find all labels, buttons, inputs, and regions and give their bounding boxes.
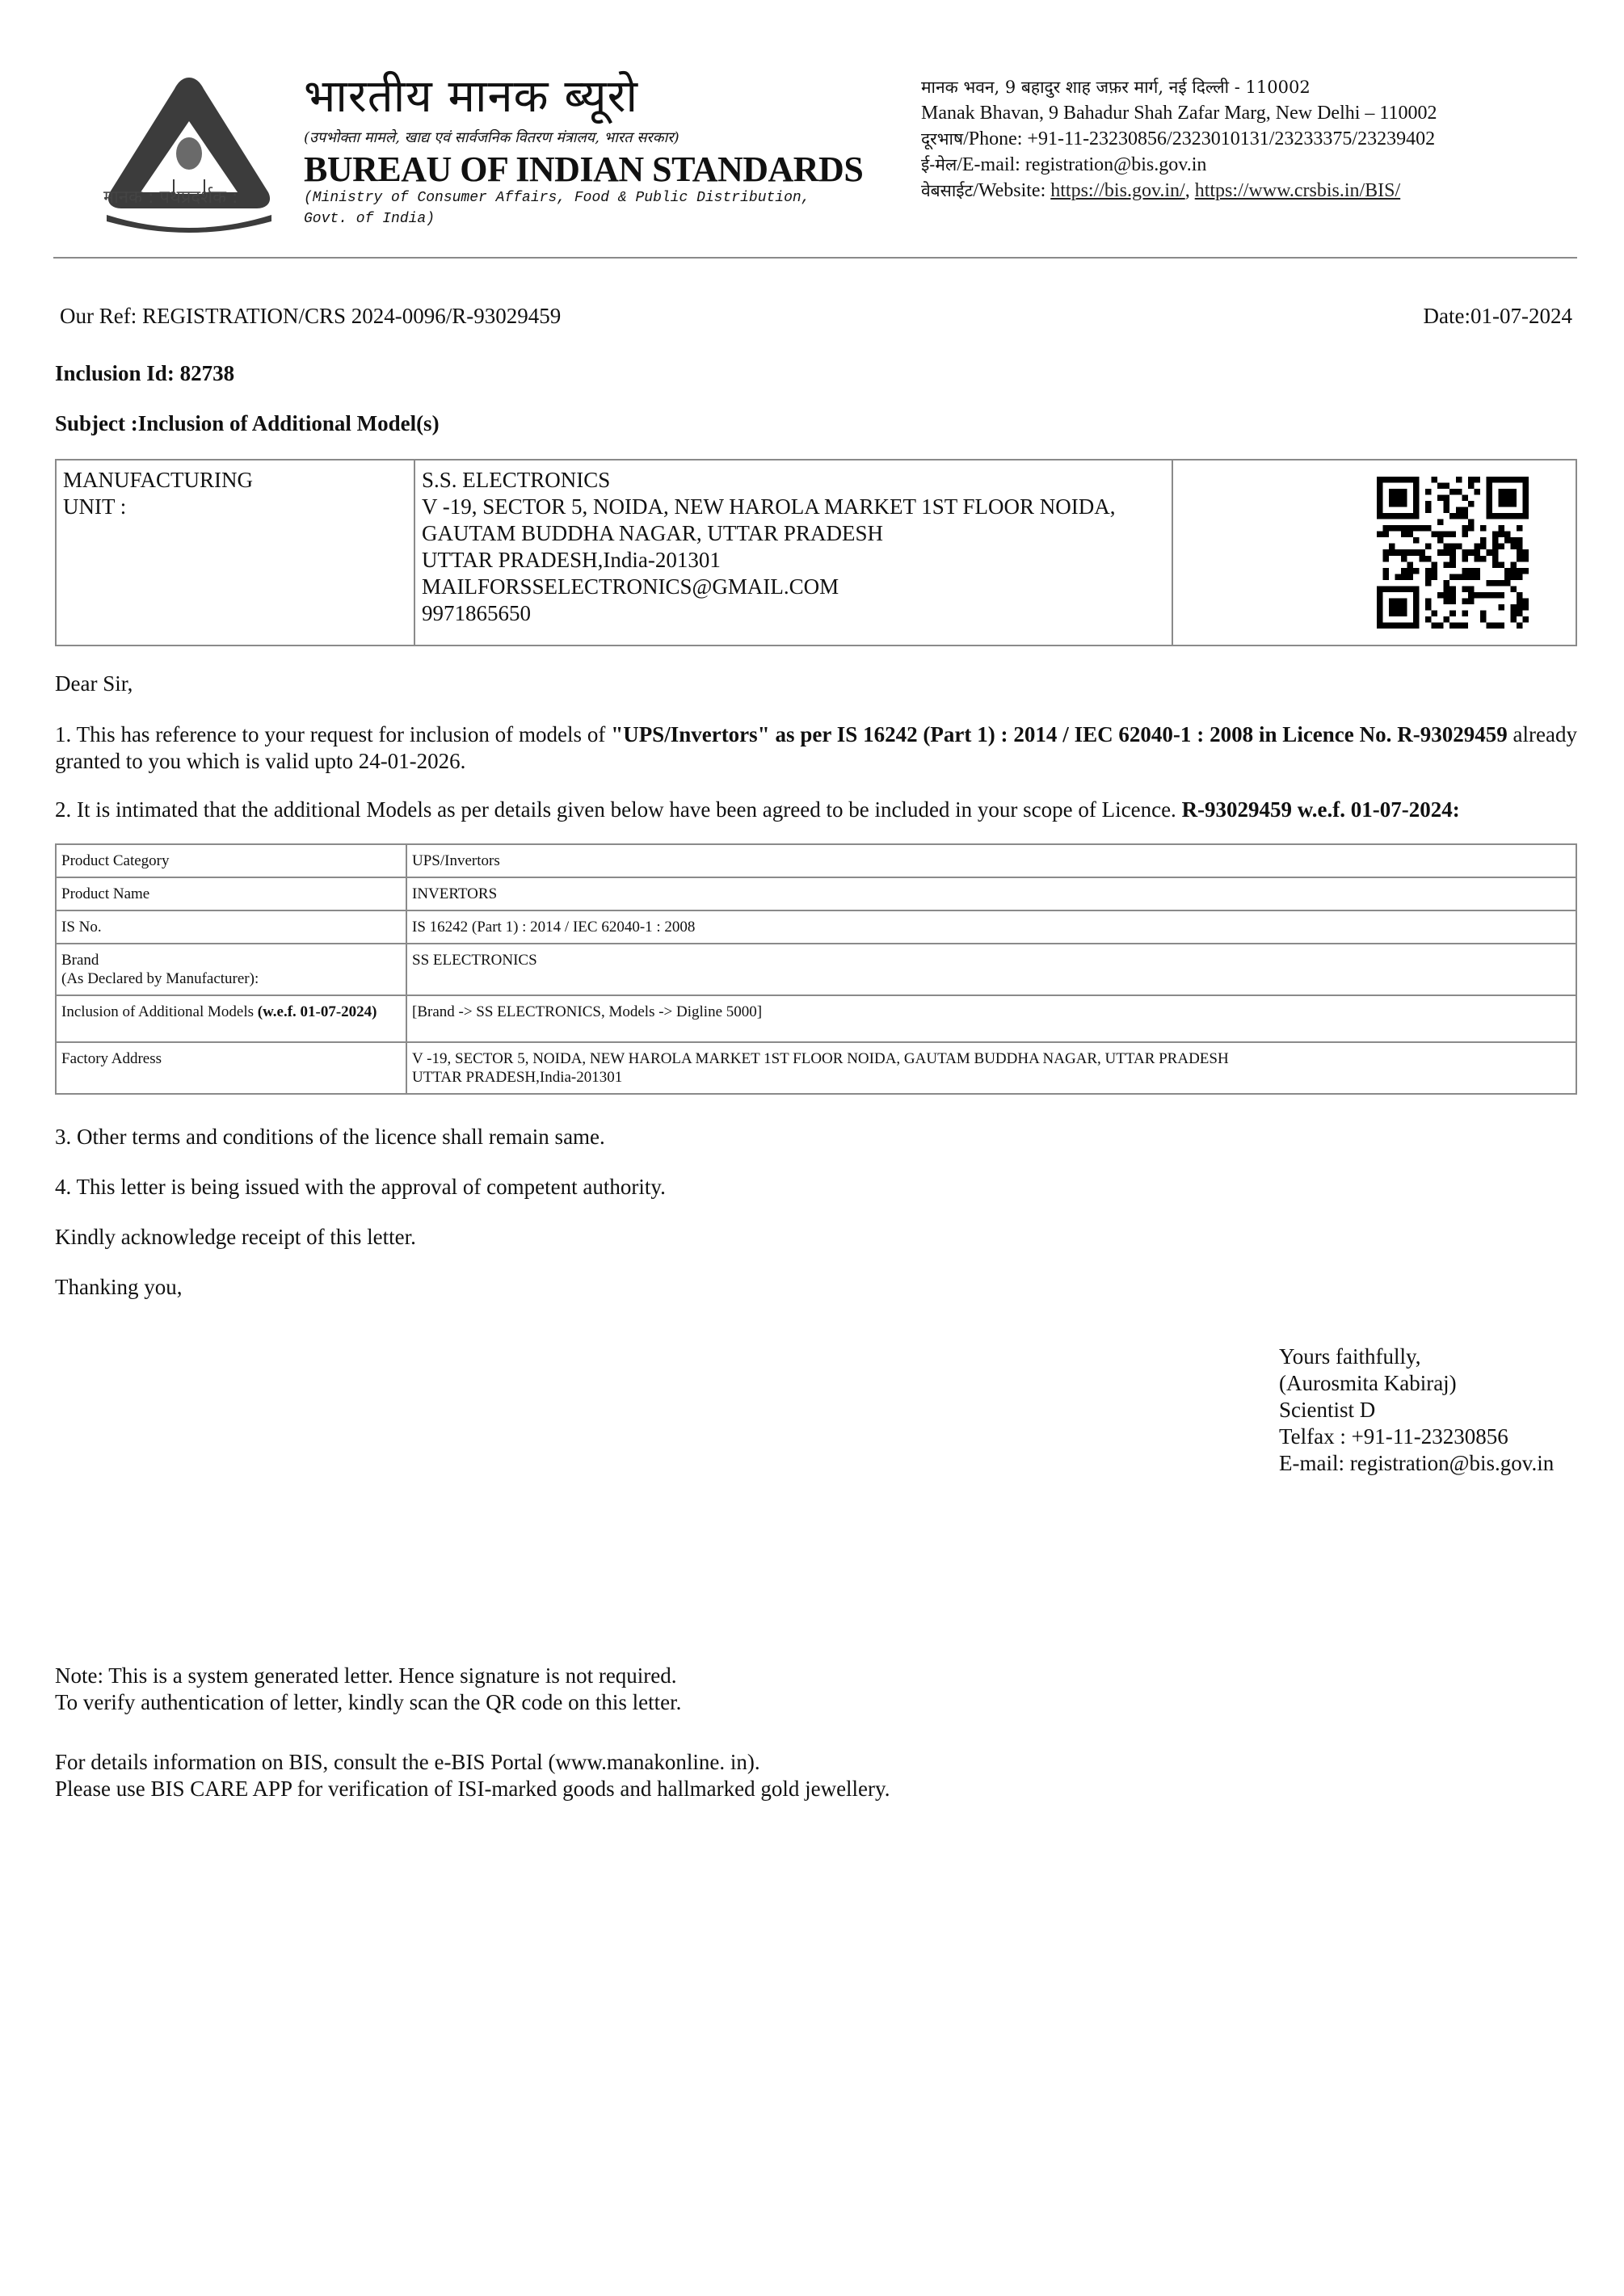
table-row	[56, 944, 1576, 995]
para-bold: R-93029459 w.e.f. 01-07-2024:	[1181, 797, 1460, 822]
address-line: UTTAR PRADESH,India-201301	[422, 548, 721, 572]
email-label-hindi: ई-मेल	[921, 155, 957, 175]
thanks-text: Thanking you,	[55, 1275, 183, 1299]
row-value: [Brand -> SS ELECTRONICS, Models -> Digline 5000]	[406, 995, 1576, 1042]
row-value: SS ELECTRONICS	[406, 944, 1576, 995]
label-line: UNIT :	[63, 494, 127, 519]
signatory-email: E-mail: registration@bis.gov.in	[1279, 1451, 1555, 1475]
paragraph-4: 4. This letter is being issued with the approval of competent authority.	[55, 1175, 666, 1199]
value-line: V -19, SECTOR 5, NOIDA, NEW HAROLA MARKET 1ST FLOOR NOIDA, GAUTAM BUDDHA NAGAR, UTTAR PRADESH	[412, 1050, 1229, 1067]
address-line: V -19, SECTOR 5, NOIDA, NEW HAROLA MARKET 1ST FLOOR NOIDA,	[422, 494, 1116, 519]
manufacturing-unit-details	[414, 460, 1172, 645]
ministry-line-1: (Ministry of Consumer Affairs, Food & Public Distribution,	[304, 190, 810, 206]
table-row	[56, 910, 1576, 944]
row-value: INVERTORS	[406, 877, 1576, 910]
table-row	[56, 844, 1576, 877]
ministry-line-2: Govt. of India)	[304, 211, 435, 227]
key-line: Brand	[61, 952, 99, 969]
row-key	[56, 944, 406, 995]
salutation: Dear Sir,	[55, 671, 133, 696]
ministry-hindi: (उपभोक्ता मामले, खाद्य एवं सार्वजनिक वितरण मंत्रालय, भारत सरकार)	[304, 129, 679, 146]
company-name: S.S. ELECTRONICS	[422, 468, 611, 492]
row-key: Factory Address	[56, 1042, 406, 1094]
address-hindi: मानक भवन, 9 बहादुर शाह जफ़र मार्ग, नई दिल्ली - 110002	[921, 78, 1311, 97]
manufacturing-unit-table	[55, 459, 1577, 646]
acknowledge-text: Kindly acknowledge receipt of this letter.	[55, 1225, 416, 1249]
row-key: IS No.	[56, 910, 406, 944]
signatory-designation: Scientist D	[1279, 1398, 1376, 1422]
bis-logo	[95, 71, 283, 233]
footer-line: For details information on BIS, consult the e-BIS Portal (www.manakonline. in).	[55, 1750, 760, 1774]
para-text: 2. It is intimated that the additional Models as per details given below have been agreed to be included in your scope of Licence.	[55, 797, 1182, 822]
note-block	[55, 1663, 681, 1716]
row-key: Product Name	[56, 877, 406, 910]
paragraph-1	[55, 721, 1577, 775]
value-line: UTTAR PRADESH,India-201301	[412, 1069, 623, 1086]
paragraph-2	[55, 797, 1577, 823]
website-line	[921, 178, 1437, 204]
signature-block	[1279, 1344, 1554, 1477]
subject: Subject :Inclusion of Additional Model(s)	[55, 411, 440, 435]
email: /E-mail: registration@bis.gov.in	[957, 154, 1207, 175]
phone-label-hindi: दूरभाष	[921, 129, 964, 149]
org-name: BUREAU OF INDIAN STANDARDS	[304, 149, 864, 189]
table-row	[56, 460, 1576, 645]
row-key	[56, 995, 406, 1042]
company-phone: 9971865650	[422, 601, 531, 625]
para-bold: "UPS/Invertors" as per IS 16242 (Part 1) : 2014 / IEC 62040-1 : 2008 in Licence No. R-93029459	[611, 722, 1508, 746]
qr-code-icon[interactable]	[1377, 477, 1529, 629]
para-text: 1. This has reference to your request for inclusion of models of	[55, 722, 612, 746]
inclusion-id: Inclusion Id: 82738	[55, 361, 235, 385]
address: Manak Bhavan, 9 Bahadur Shah Zafar Marg, New Delhi – 110002	[921, 103, 1437, 124]
note-line: Note: This is a system generated letter. Hence signature is not required.	[55, 1663, 677, 1688]
row-key: Product Category	[56, 844, 406, 877]
website-label-hindi: वेबसाईट	[921, 181, 974, 200]
para-text: already granted to you which is valid upto 24-01-2026.	[55, 722, 1577, 773]
model-details-table	[55, 843, 1577, 1095]
website-label: /Website:	[973, 180, 1051, 201]
table-row	[56, 995, 1576, 1042]
manufacturing-unit-label	[56, 460, 414, 645]
label-line: MANUFACTURING	[63, 468, 254, 492]
row-value: IS 16242 (Part 1) : 2014 / IEC 62040-1 : 2008	[406, 910, 1576, 944]
ministry-text	[304, 187, 902, 229]
phone: /Phone: +91-11-23230856/2323010131/23233375/23239402	[963, 128, 1436, 149]
footer-block	[55, 1749, 890, 1802]
table-row	[56, 877, 1576, 910]
letter-date: Date:01-07-2024	[1423, 304, 1572, 328]
address-line: GAUTAM BUDDHA NAGAR, UTTAR PRADESH	[422, 521, 883, 545]
key-line: (As Declared by Manufacturer):	[61, 970, 259, 987]
table-row	[56, 1042, 1576, 1094]
signatory-telfax: Telfax : +91-11-23230856	[1279, 1424, 1508, 1449]
note-line: To verify authentication of letter, kindly scan the QR code on this letter.	[55, 1690, 682, 1714]
bis-triangle-icon	[95, 71, 283, 233]
key-bold: (w.e.f. 01-07-2024)	[257, 1003, 377, 1020]
website-link-crsbis[interactable]: https://www.crsbis.in/BIS/	[1194, 180, 1401, 201]
contact-block	[921, 74, 1437, 204]
org-name-hindi: भारतीय मानक ब्यूरो	[304, 70, 639, 123]
qr-cell	[1172, 460, 1576, 645]
logo-motto: मानक : पथप्रदर्शक :	[103, 187, 238, 208]
signatory-name: (Aurosmita Kabiraj)	[1279, 1371, 1457, 1395]
key-text: Inclusion of Additional Models	[61, 1003, 258, 1020]
row-value: UPS/Invertors	[406, 844, 1576, 877]
footer-line: Please use BIS CARE APP for verification of ISI-marked goods and hallmarked gold jewellery.	[55, 1777, 890, 1801]
paragraph-3: 3. Other terms and conditions of the licence shall remain same.	[55, 1125, 605, 1149]
email-line	[921, 152, 1437, 178]
our-ref: Our Ref: REGISTRATION/CRS 2024-0096/R-93029459	[60, 304, 562, 328]
header-divider	[53, 257, 1577, 259]
phone-line	[921, 126, 1437, 152]
company-email: MAILFORSSELECTRONICS@GMAIL.COM	[422, 574, 839, 599]
closing: Yours faithfully,	[1279, 1344, 1421, 1369]
website-separator: ,	[1184, 180, 1195, 201]
website-link-bis[interactable]: https://bis.gov.in/	[1050, 180, 1185, 201]
row-value	[406, 1042, 1576, 1094]
